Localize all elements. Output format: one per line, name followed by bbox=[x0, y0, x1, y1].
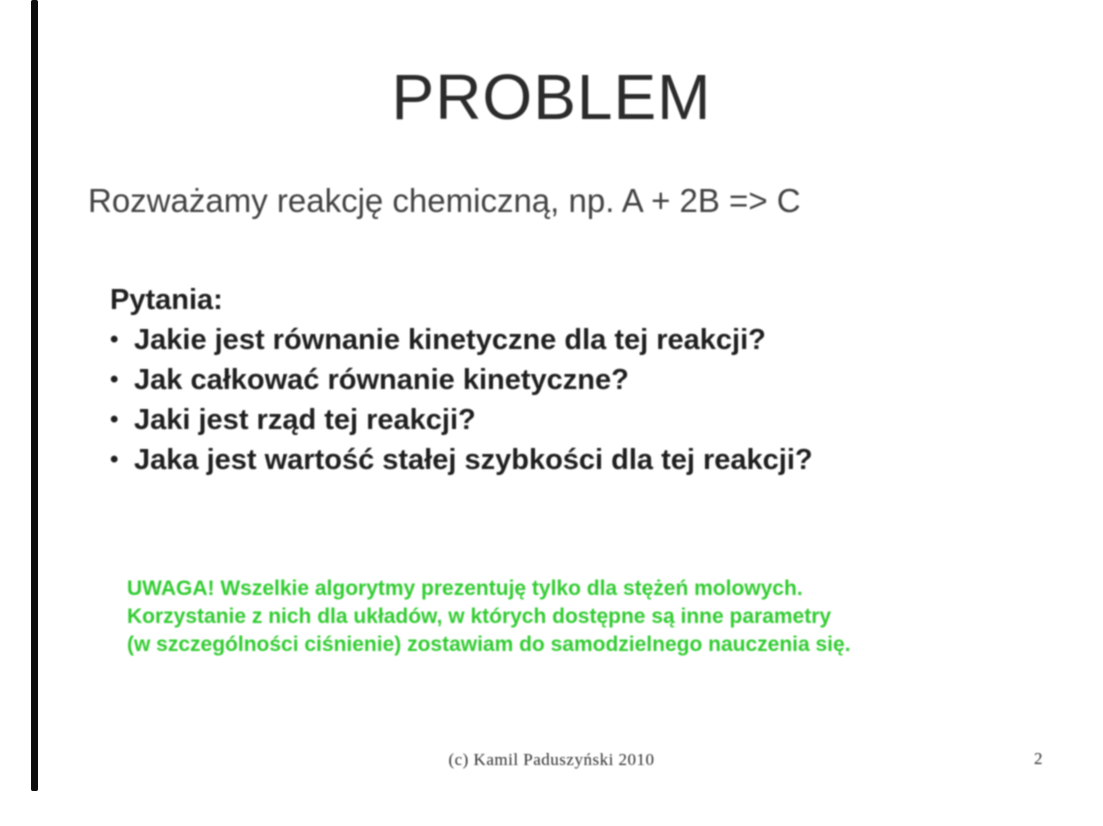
question-text: Jaka jest wartość stałej szybkości dla tej reakcji? bbox=[134, 444, 813, 476]
note-line: (w szczególności ciśnienie) zostawiam do samodzielnego nauczenia się. bbox=[127, 633, 851, 656]
question-text: Jaki jest rząd tej reakcji? bbox=[134, 404, 476, 436]
slide-title: PROBLEM bbox=[391, 61, 712, 133]
copyright-footer: (c) Kamil Paduszyński 2010 bbox=[448, 750, 655, 769]
question-text: Jak całkować równanie kinetyczne? bbox=[134, 364, 629, 396]
bullet-icon: • bbox=[110, 406, 119, 433]
list-item bbox=[110, 400, 813, 440]
question-text: Jakie jest równanie kinetyczne dla tej reakcji? bbox=[134, 324, 766, 356]
note-line: UWAGA! Wszelkie algorytmy prezentuję tylko dla stężeń molowych. bbox=[127, 577, 803, 600]
questions-block bbox=[110, 280, 813, 480]
note-line: Korzystanie z nich dla układów, w których dostępne są inne parametry bbox=[127, 605, 832, 628]
page-number: 2 bbox=[1034, 749, 1043, 768]
bullet-icon: • bbox=[110, 366, 119, 393]
bullet-icon: • bbox=[110, 326, 119, 353]
bullet-icon: • bbox=[110, 446, 119, 473]
questions-heading: Pytania: bbox=[110, 284, 223, 316]
list-item bbox=[110, 360, 813, 400]
note-block bbox=[127, 575, 851, 659]
list-item bbox=[110, 320, 813, 360]
intro-text: Rozważamy reakcję chemiczną, np. A + 2B => C bbox=[88, 182, 801, 219]
list-item bbox=[110, 440, 813, 480]
